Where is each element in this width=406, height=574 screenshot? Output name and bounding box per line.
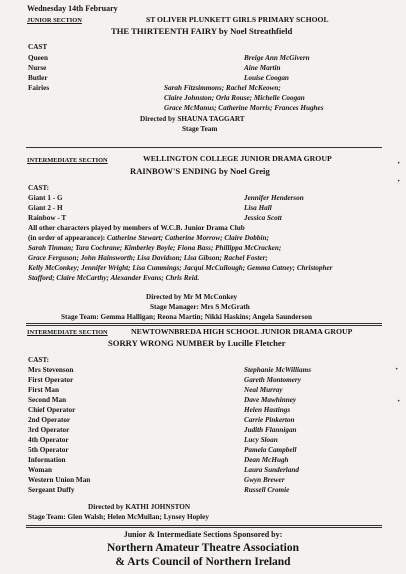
wellington-cast-label: CAST: <box>28 184 50 192</box>
newtownbreda-director: Directed by KATHI JOHNSTON <box>88 503 191 511</box>
wellington-director: Directed by Mr M McConkey <box>146 293 238 301</box>
newtownbreda-cast-actor: Helen Hastings <box>244 406 291 414</box>
section-divider <box>26 147 382 148</box>
wellington-cast-role: Rainbow - T <box>28 214 67 222</box>
junior-cast-role: Queen <box>28 54 48 62</box>
margin-speck: · <box>397 396 401 407</box>
junior-fairies-line: Grace McManus; Catherine Morris; Frances Hughes <box>164 104 324 112</box>
wellington-cast-role: Giant 1 - G <box>28 194 63 202</box>
wellington-cast-actor: Jennifer Henderson <box>244 194 304 202</box>
junior-fairies-line: Claire Johnston; Orla Rouse; Michelle Coogan <box>164 94 305 102</box>
newtownbreda-cast-actor: Dean McHugh <box>244 456 289 464</box>
wellington-cast-actor: Jessica Scott <box>244 214 282 222</box>
margin-speck: · <box>395 364 399 375</box>
newtownbreda-cast-actor: Neal Murray <box>244 386 283 394</box>
section-divider <box>26 323 382 326</box>
wellington-order-line: Kelly McConkey; Jennifer Wright; Lisa Cummings; Jacqui McCullough; Gemma Catney; Christopher <box>28 264 333 272</box>
junior-cast-actor: Louise Coogan <box>244 74 289 82</box>
sponsors-heading: Junior & Intermediate Sections Sponsored by: <box>123 530 283 539</box>
wellington-order-line: Sarah Tinman; Tara Cochrane; Kimberley Boyle; Fiona Bass; Phillippa McCracken; <box>28 244 282 252</box>
junior-section-label: JUNIOR SECTION <box>27 17 82 24</box>
newtownbreda-cast-actor: Pamela Campbell <box>244 446 297 454</box>
newtownbreda-cast-actor: Dave Mawhinney <box>244 396 297 404</box>
junior-stage-team: Stage Team <box>182 125 218 133</box>
margin-speck: · <box>397 158 401 169</box>
newtownbreda-cast-role: 5th Operator <box>28 446 69 454</box>
junior-cast-actor: Aine Martin <box>244 64 281 72</box>
newtownbreda-cast-actor: Stephanie McWilliams <box>244 366 312 374</box>
junior-director: Directed by SHAUNA TAGGART <box>140 115 245 123</box>
section-divider <box>26 525 382 528</box>
newtownbreda-cast-role: 4th Operator <box>28 436 69 444</box>
wellington-group-name: WELLINGTON COLLEGE JUNIOR DRAMA GROUP <box>143 154 332 163</box>
margin-speck: · <box>397 176 401 187</box>
newtownbreda-cast-role: Sergeant Duffy <box>28 486 75 494</box>
newtownbreda-cast-role: 3rd Operator <box>28 426 70 434</box>
newtownbreda-stage-team: Stage Team: Glen Walsh; Helen McMullan; Lynsey Hopley <box>28 513 209 521</box>
newtownbreda-cast-actor: Gareth Montomery <box>244 376 301 384</box>
newtownbreda-cast-actor: Laura Sunderland <box>244 466 299 474</box>
intermediate-section-label: INTERMEDIATE SECTION <box>27 329 108 336</box>
newtownbreda-cast-actor: Lucy Sloan <box>244 436 278 444</box>
sponsor-arts-council: & Arts Council of Northern Ireland <box>115 556 291 568</box>
wellington-order-label: (in order of appearance): <box>28 234 106 242</box>
junior-fairies-line: Sarah Fitzsimmons; Rachel McKeown; <box>164 84 281 92</box>
newtownbreda-cast-role: Western Union Man <box>28 476 91 484</box>
newtownbreda-cast-actor: Judith Flannigan <box>244 426 297 434</box>
sponsor-nata: Northern Amateur Theatre Association <box>107 542 299 554</box>
newtownbreda-play-title: SORRY WRONG NUMBER by Lucille Fletcher <box>108 338 286 348</box>
wellington-cast-actor: Lisa Hall <box>244 204 272 212</box>
newtownbreda-cast-role: Chief Operator <box>28 406 76 414</box>
newtownbreda-cast-label: CAST: <box>28 356 50 364</box>
junior-play-title: THE THIRTEENTH FAIRY by Noel Streathfield <box>111 26 293 36</box>
wellington-order-line: Grace Ferguson; John Hainsworth; Lisa Davidson; Lisa Gibson; Rachel Foster; <box>28 254 268 262</box>
newtownbreda-cast-actor: Gwyn Brewer <box>244 476 285 484</box>
newtownbreda-cast-role: Information <box>28 456 66 464</box>
newtownbreda-cast-role: Woman <box>28 466 52 474</box>
newtownbreda-group-name: NEWTOWNBREDA HIGH SCHOOL JUNIOR DRAMA GROUP <box>131 327 353 336</box>
performance-date: Wednesday 14th February <box>27 4 118 13</box>
junior-school-name: ST OLIVER PLUNKETT GIRLS PRIMARY SCHOOL <box>146 15 329 24</box>
wellington-stage-team: Stage Team: Gemma Halligan; Reona Martin; Nikki Haskins; Angela Saunderson <box>61 313 312 321</box>
intermediate-section-label: INTERMEDIATE SECTION <box>27 157 108 164</box>
wellington-cast-role: Giant 2 - H <box>28 204 63 212</box>
wellington-stage-manager: Stage Manager: Mrs S McGrath <box>150 303 250 311</box>
junior-cast-role: Butler <box>28 74 48 82</box>
newtownbreda-cast-actor: Russell Cromie <box>244 486 290 494</box>
junior-cast-actor: Breige Ann McGivern <box>244 54 310 62</box>
junior-cast-role: Nurse <box>28 64 47 72</box>
wellington-other-characters: All other characters played by members of W.C.B. Junior Drama Club <box>28 224 245 232</box>
newtownbreda-cast-role: First Operator <box>28 376 74 384</box>
newtownbreda-cast-actor: Carrie Pinkerton <box>244 416 295 424</box>
wellington-order-names: Catherine Stewart; Catherine Morrow; Claire Dobbin; <box>105 234 269 242</box>
junior-fairies-role: Fairies <box>28 84 50 92</box>
junior-cast-label: CAST <box>28 43 48 51</box>
newtownbreda-cast-role: Mrs Stevenson <box>28 366 74 374</box>
newtownbreda-cast-role: Second Man <box>28 396 67 404</box>
wellington-order-line: Stafford; Claire McCarthy; Alexander Evans; Chris Reid. <box>28 274 200 282</box>
newtownbreda-cast-role: 2nd Operator <box>28 416 71 424</box>
wellington-play-title: RAINBOW'S ENDING by Noel Greig <box>130 166 270 176</box>
wellington-order-line <box>28 234 269 242</box>
newtownbreda-cast-role: First Man <box>28 386 59 394</box>
